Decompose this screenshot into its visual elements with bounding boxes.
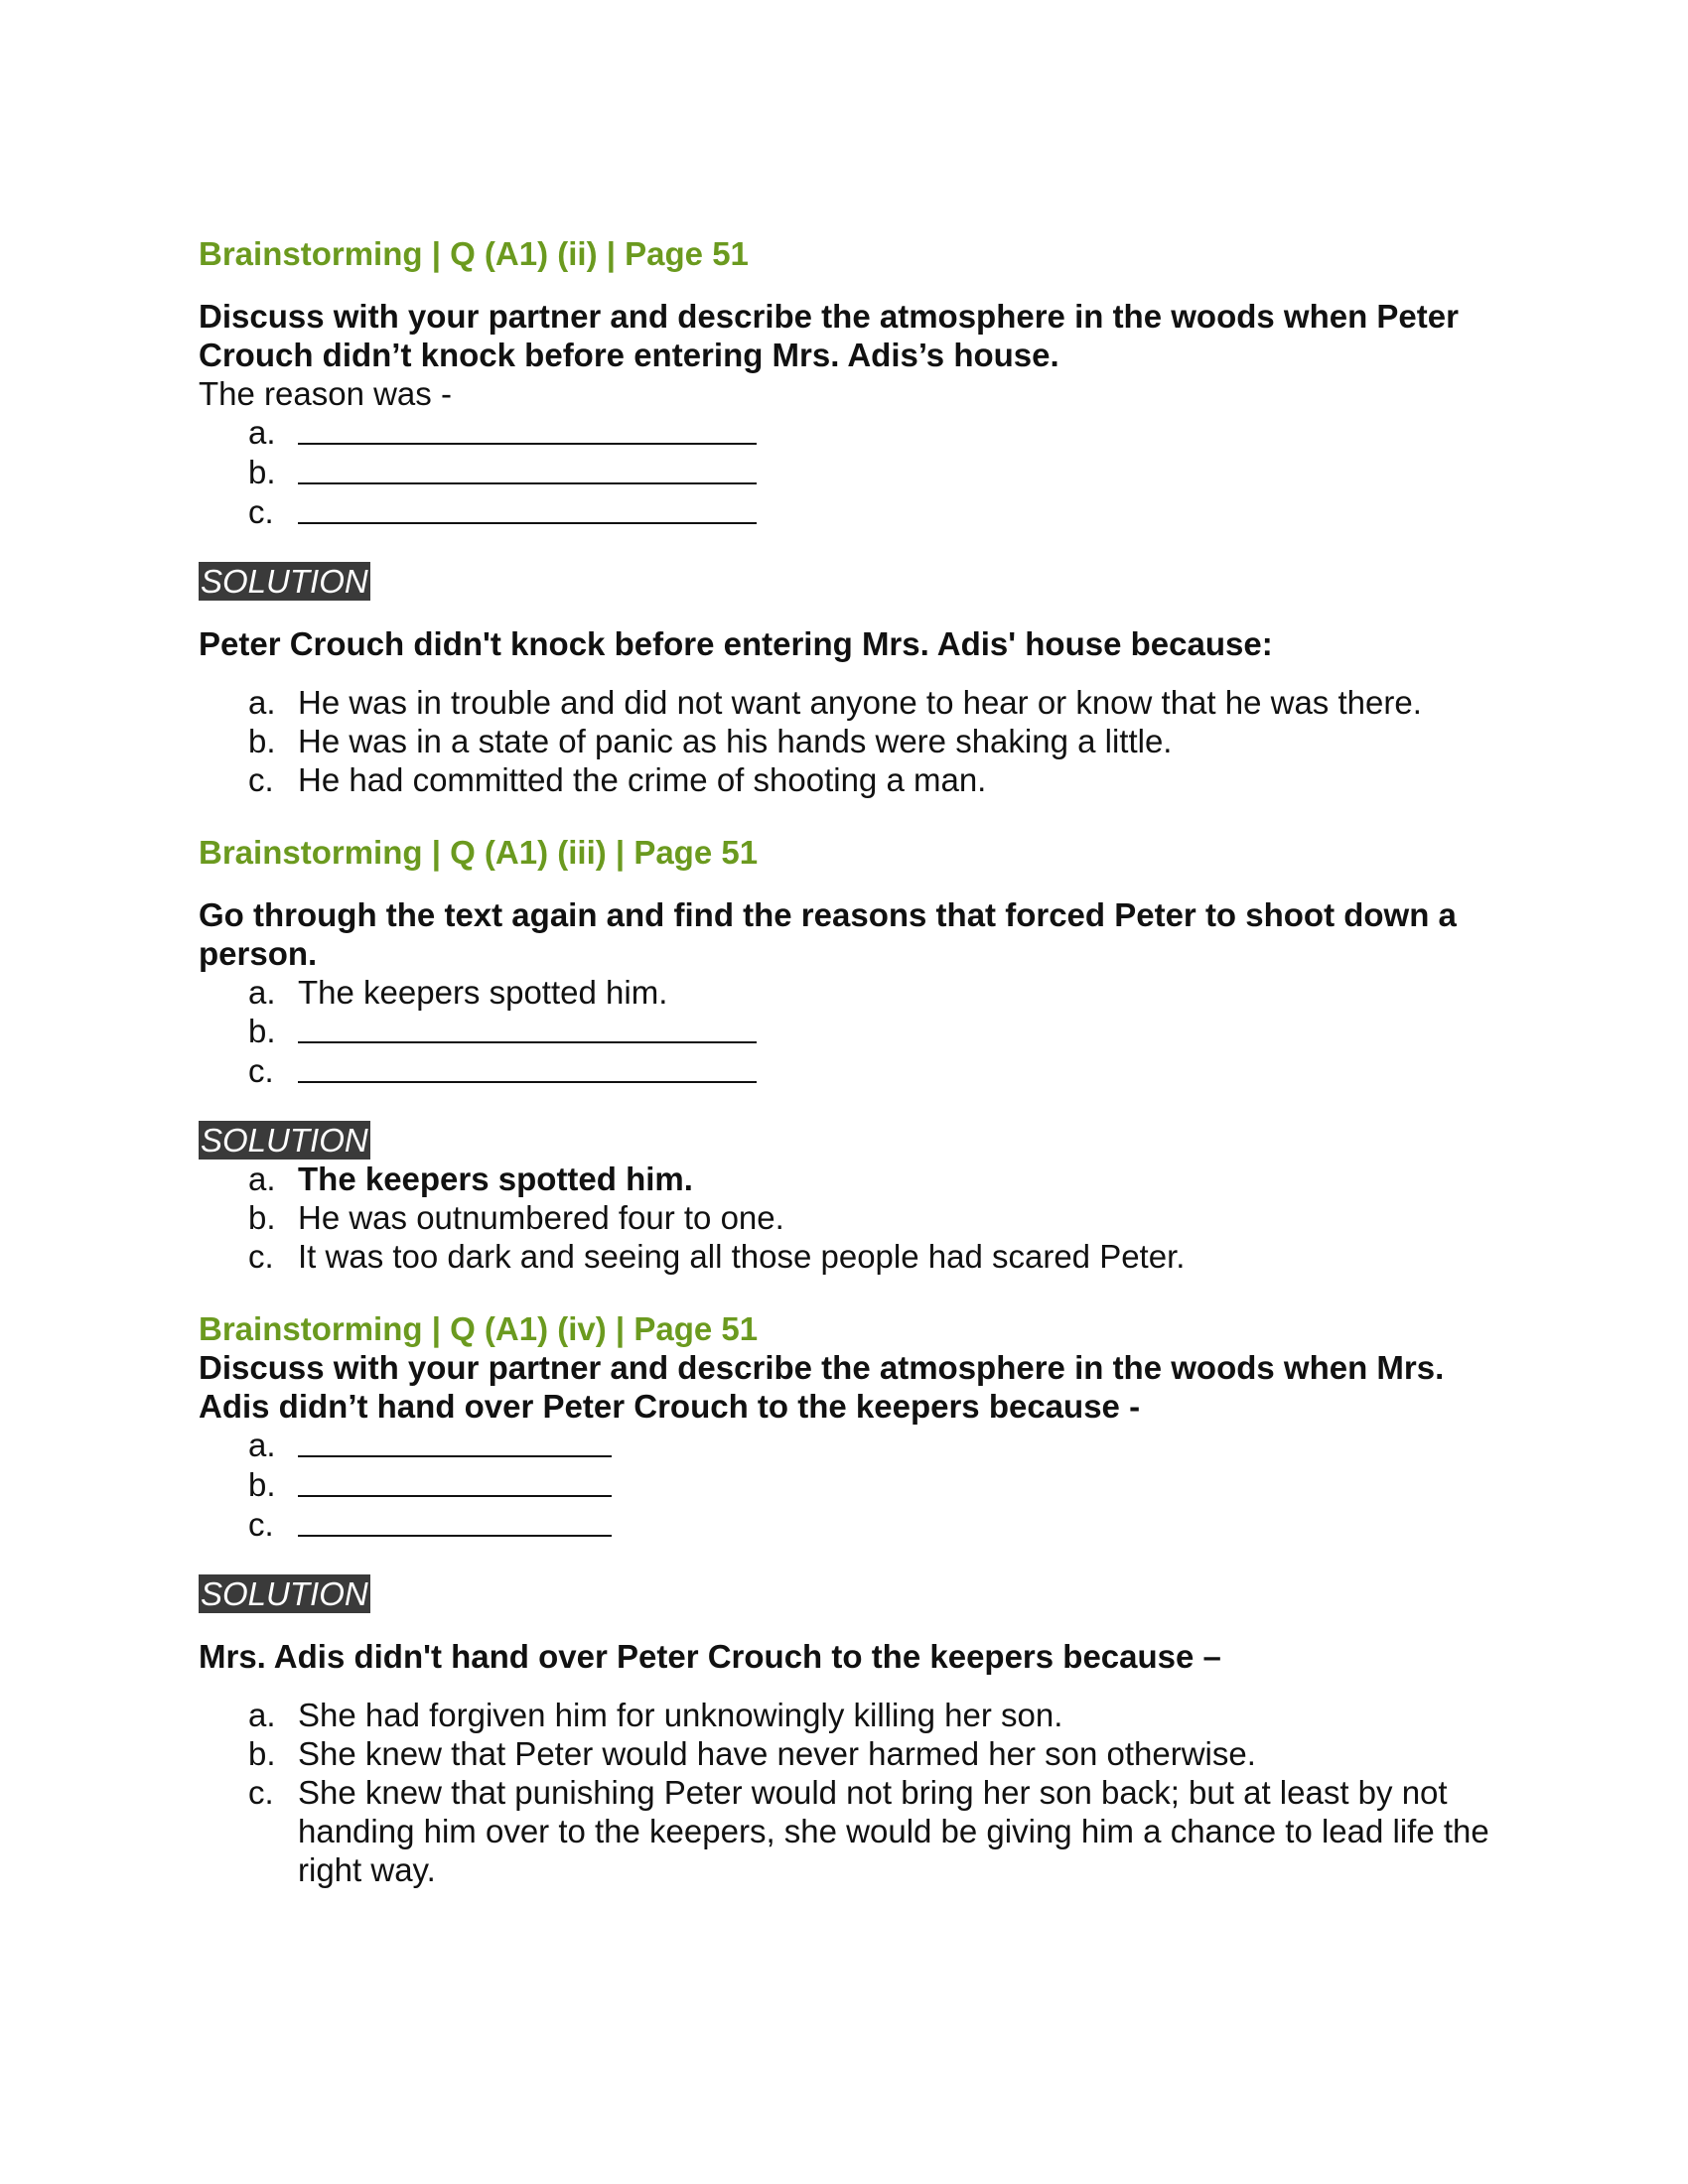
list-marker: c. — [248, 1774, 274, 1811]
answer-intro: Mrs. Adis didn't hand over Peter Crouch to the keepers because – — [199, 1638, 1221, 1675]
list-marker: c. — [248, 761, 274, 798]
list-item — [248, 1237, 1489, 1276]
answer-blank — [298, 1505, 612, 1537]
section-heading: Brainstorming | Q (A1) (ii) | Page 51 — [199, 235, 749, 272]
section-heading: Brainstorming | Q (A1) (iii) | Page 51 — [199, 834, 759, 871]
solution-label: SOLUTION — [201, 1575, 368, 1612]
list-item — [248, 1051, 1489, 1091]
list-marker: b. — [248, 1466, 276, 1503]
answer-list — [199, 1160, 1489, 1276]
list-item — [248, 1505, 1489, 1545]
answer-text: She knew that Peter would have never harmed her son otherwise. — [298, 1735, 1256, 1772]
answer-blank — [298, 1012, 757, 1043]
answer-text: It was too dark and seeing all those people had scared Peter. — [298, 1238, 1186, 1275]
question-text: Discuss with your partner and describe the atmosphere in the woods when Mrs. Adis didn’t hand over Peter Crouch to the keepers because - — [199, 1349, 1445, 1425]
answer-intro: Peter Crouch didn't knock before entering Mrs. Adis' house because: — [199, 625, 1273, 662]
answer-blank — [298, 1465, 612, 1497]
blank-list — [199, 1426, 1489, 1545]
list-item — [248, 683, 1489, 722]
solution-label: SOLUTION — [201, 563, 368, 600]
list-item — [248, 413, 1489, 453]
document-content — [199, 234, 1489, 1889]
list-marker: b. — [248, 454, 276, 490]
list-marker: c. — [248, 1052, 274, 1089]
list-marker: b. — [248, 1199, 276, 1236]
list-marker: a. — [248, 684, 276, 721]
list-item — [248, 1465, 1489, 1505]
answer-list — [199, 1696, 1489, 1889]
list-item — [248, 760, 1489, 799]
list-item — [248, 453, 1489, 492]
given-answer: The keepers spotted him. — [298, 974, 668, 1011]
answer-blank — [298, 1426, 612, 1457]
list-marker: b. — [248, 1013, 276, 1049]
answer-list — [199, 683, 1489, 799]
answer-blank — [298, 453, 757, 484]
section-a1-iv — [199, 1309, 1489, 1889]
list-marker: a. — [248, 974, 276, 1011]
answer-blank — [298, 1051, 757, 1083]
question-prompt: The reason was - — [199, 375, 452, 412]
list-marker: c. — [248, 1238, 274, 1275]
answer-text: He was in a state of panic as his hands were shaking a little. — [298, 723, 1173, 759]
section-heading: Brainstorming | Q (A1) (iv) | Page 51 — [199, 1310, 759, 1347]
list-marker: b. — [248, 1735, 276, 1772]
list-item — [248, 1198, 1489, 1237]
list-marker: c. — [248, 493, 274, 530]
list-item — [248, 1734, 1489, 1773]
answer-text: She knew that punishing Peter would not bring her son back; but at least by not handing him over to the keepers, she would be giving him a chance to lead life the right way. — [298, 1774, 1489, 1888]
list-marker: a. — [248, 1697, 276, 1733]
section-a1-ii — [199, 234, 1489, 799]
solution-label: SOLUTION — [201, 1122, 368, 1159]
list-item — [248, 1773, 1489, 1889]
list-item — [248, 1426, 1489, 1465]
list-marker: c. — [248, 1506, 274, 1543]
question-text: Discuss with your partner and describe the atmosphere in the woods when Peter Crouch didn’t knock before entering Mrs. Adis’s house. — [199, 298, 1459, 373]
list-item — [248, 1696, 1489, 1734]
answer-blank — [298, 492, 757, 524]
answer-text: She had forgiven him for unknowingly killing her son. — [298, 1697, 1063, 1733]
list-item — [248, 1160, 1489, 1198]
answer-text: The keepers spotted him. — [298, 1160, 693, 1197]
answer-text: He was in trouble and did not want anyone to hear or know that he was there. — [298, 684, 1422, 721]
list-item — [248, 973, 1489, 1012]
answer-blank — [298, 413, 757, 445]
blank-list — [199, 973, 1489, 1091]
list-marker: a. — [248, 1160, 276, 1197]
question-text: Go through the text again and find the reasons that forced Peter to shoot down a person. — [199, 896, 1457, 972]
list-item — [248, 1012, 1489, 1051]
list-marker: b. — [248, 723, 276, 759]
answer-text: He was outnumbered four to one. — [298, 1199, 784, 1236]
answer-text: He had committed the crime of shooting a man. — [298, 761, 987, 798]
list-item — [248, 492, 1489, 532]
section-a1-iii — [199, 833, 1489, 1276]
blank-list — [199, 413, 1489, 532]
list-marker: a. — [248, 1427, 276, 1463]
list-item — [248, 722, 1489, 760]
list-marker: a. — [248, 414, 276, 451]
